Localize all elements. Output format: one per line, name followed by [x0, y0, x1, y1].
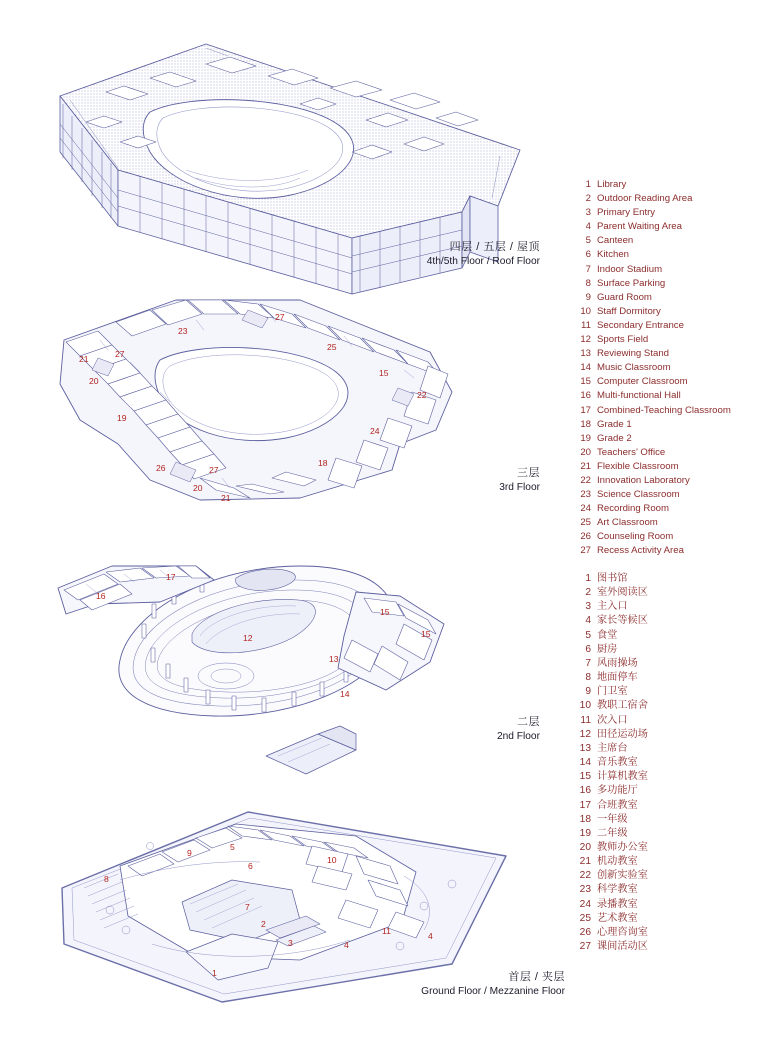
legend-zh-item-label: 二年级	[597, 827, 628, 839]
legend-zh-item-label: 图书馆	[597, 573, 628, 584]
legend-en-item	[575, 263, 775, 277]
caption-second-floor	[497, 715, 540, 744]
legend-zh-item-label: 教职工宿舍	[597, 700, 648, 712]
legend-en-item	[575, 178, 775, 192]
legend-en-item-number: 14	[580, 362, 591, 374]
plan-marker: 22	[417, 390, 427, 400]
legend-en-item-number: 19	[580, 432, 591, 444]
legend-en-item-label: Canteen	[597, 235, 634, 247]
plan-marker: 25	[327, 342, 337, 352]
legend-en-item-number: 11	[581, 319, 591, 331]
legend-en-item	[575, 305, 775, 319]
plan-marker: 21	[79, 354, 89, 364]
legend-zh-item	[575, 869, 775, 883]
legend-zh-item-number: 16	[579, 785, 591, 797]
legend-zh-item-number: 21	[579, 856, 591, 868]
legend-en-item-label: Kitchen	[597, 249, 629, 261]
plan-marker: 18	[318, 458, 328, 468]
legend-en-item-label: Combined-Teaching Classroom	[597, 404, 731, 416]
plan-marker: 11	[382, 926, 391, 936]
plan-marker: 1	[212, 968, 217, 978]
legend-english	[575, 178, 775, 559]
legend-zh-item-number: 12	[579, 728, 591, 740]
legend-zh-item	[575, 756, 775, 770]
legend-zh-item-label: 录播教室	[597, 898, 638, 910]
legend-en-item-number: 10	[580, 305, 591, 317]
legend-zh-item	[575, 898, 775, 912]
caption-roof-en: 4th/5th Floor / Roof Floor	[426, 255, 540, 267]
legend-en-item-number: 18	[580, 418, 591, 430]
legend-zh-item-number: 20	[579, 841, 591, 853]
legend-zh-item-label: 食堂	[597, 629, 618, 641]
legend-en-item-number: 1	[585, 179, 591, 190]
plan-marker: 20	[193, 483, 203, 493]
plan-marker: 21	[221, 493, 231, 503]
legend-zh-item-number: 15	[579, 771, 591, 783]
legend-en-item-number: 20	[580, 446, 591, 458]
legend-zh-item	[575, 742, 775, 756]
legend-en-item	[575, 418, 775, 432]
plan-marker: 2	[261, 919, 266, 929]
legend-zh-item	[575, 699, 775, 713]
legend-en-item-label: Surface Parking	[597, 277, 666, 289]
legend-chinese	[575, 572, 775, 954]
legend-en-item-number: 6	[585, 249, 591, 261]
legend-zh-item	[575, 926, 775, 940]
legend-zh-item	[575, 643, 775, 657]
caption-third-floor	[499, 466, 540, 495]
legend-zh-item-number: 22	[579, 870, 591, 882]
legend-zh-item-label: 机动教室	[597, 856, 638, 868]
caption-second-zh: 二层	[517, 716, 540, 728]
legend-en-item-number: 7	[585, 263, 591, 275]
plan-marker: 20	[89, 376, 99, 386]
legend-en-item-number: 5	[585, 235, 591, 247]
legend-zh-item	[575, 600, 775, 614]
legend-zh-item-number: 24	[579, 898, 591, 910]
legend-zh-item-label: 田径运动场	[597, 728, 648, 740]
plan-marker: 27	[115, 349, 125, 359]
legend-en-item	[575, 516, 775, 530]
caption-third-zh: 三层	[517, 467, 540, 479]
caption-ground-en: Ground Floor / Mezzanine Floor	[421, 985, 565, 997]
legend-en-item	[575, 375, 775, 389]
legend-zh-item	[575, 841, 775, 855]
legend-en-item-number: 13	[580, 348, 591, 360]
plan-marker: 6	[248, 861, 253, 871]
legend-zh-item-number: 11	[580, 714, 591, 726]
plan-marker: 4	[428, 931, 433, 941]
plan-marker: 15	[379, 368, 389, 378]
plan-marker: 24	[370, 426, 380, 436]
caption-ground-floor	[421, 970, 565, 999]
legend-en-item-label: Secondary Entrance	[597, 319, 684, 331]
plan-marker: 16	[96, 591, 106, 601]
legend-zh-item-label: 厨房	[597, 643, 618, 655]
legend-zh-item-label: 合班教室	[597, 799, 638, 811]
legend-zh-item-number: 4	[585, 615, 591, 627]
legend-en-item	[575, 291, 775, 305]
legend-zh-item-number: 13	[579, 742, 591, 754]
legend-zh-item	[575, 784, 775, 798]
legend-en-item-label: Flexible Classroom	[597, 460, 679, 472]
legend-zh-item	[575, 728, 775, 742]
legend-en-item	[575, 432, 775, 446]
caption-ground-zh: 首层 / 夹层	[508, 971, 565, 983]
legend-en-item-number: 15	[580, 376, 591, 388]
legend-zh-item-number: 25	[579, 912, 591, 924]
legend-zh-item	[575, 855, 775, 869]
legend-zh-item	[575, 614, 775, 628]
legend-en-item-number: 22	[580, 474, 591, 486]
legend-zh-item	[575, 813, 775, 827]
plan-marker: 10	[327, 855, 337, 865]
legend-zh-item-label: 艺术教室	[597, 912, 638, 924]
legend-en-item-number: 24	[580, 503, 591, 515]
plan-marker: 13	[329, 654, 339, 664]
plan-marker: 7	[245, 902, 250, 912]
legend-zh-item-number: 7	[585, 657, 591, 669]
legend-zh-item-label: 室外阅读区	[597, 587, 648, 599]
legend-zh-item-number: 17	[579, 799, 591, 811]
legend-en-item-label: Teachers’ Office	[597, 446, 666, 458]
legend-zh-item	[575, 586, 775, 600]
legend-en-item-label: Primary Entry	[597, 207, 656, 219]
legend-zh-item	[575, 629, 775, 643]
legend-en-item-number: 23	[580, 489, 591, 501]
legend-en-item	[575, 319, 775, 333]
legend-en-item-number: 16	[580, 390, 591, 402]
legend-en-item-label: Parent Waiting Area	[597, 221, 682, 233]
legend-en-item	[575, 192, 775, 206]
legend-zh-item	[575, 883, 775, 897]
legend-en-item-label: Library	[597, 179, 627, 190]
plan-marker: 4	[344, 940, 349, 950]
legend-en-item-number: 21	[580, 460, 591, 472]
legend-en-item-label: Staff Dormitory	[597, 305, 661, 317]
legend-zh-item	[575, 685, 775, 699]
legend-zh-item-label: 主席台	[597, 742, 628, 754]
legend-en-item	[575, 502, 775, 516]
legend-en-item	[575, 488, 775, 502]
legend-zh-item-label: 次入口	[597, 714, 628, 726]
legend-zh-item-number: 1	[585, 573, 591, 584]
legend-en-item-number: 17	[580, 404, 591, 416]
legend-en-item	[575, 277, 775, 291]
legend-en-item-label: Guard Room	[597, 291, 652, 303]
legend-en-item	[575, 460, 775, 474]
legend-en-item-number: 4	[585, 221, 591, 233]
legend-zh-item-label: 家长等候区	[597, 615, 648, 627]
legend-zh-item-number: 10	[579, 700, 591, 712]
legend-zh-item	[575, 671, 775, 685]
legend-zh-item-label: 地面停车	[597, 672, 638, 684]
legend-zh-item	[575, 799, 775, 813]
legend-zh-item	[575, 912, 775, 926]
legend-zh-item-label: 教师办公室	[597, 841, 648, 853]
legend-en-item-number: 27	[580, 545, 591, 557]
legend-en-item-number: 9	[585, 291, 591, 303]
legend-en-item	[575, 530, 775, 544]
legend-zh-item-label: 科学教室	[597, 884, 638, 896]
legend-en-item-label: Music Classroom	[597, 362, 671, 374]
legend-zh-item-number: 23	[579, 884, 591, 896]
legend-en-item	[575, 544, 775, 558]
legend-zh-item	[575, 657, 775, 671]
legend-en-item-number: 12	[580, 334, 591, 346]
legend-zh-item	[575, 770, 775, 784]
caption-roof-zh: 四层 / 五层 / 屋顶	[449, 241, 540, 253]
legend-zh-item	[575, 714, 775, 728]
legend-zh-item-label: 一年级	[597, 813, 628, 825]
legend-zh-item-number: 3	[585, 601, 591, 613]
legend-zh-item-number: 5	[585, 629, 591, 641]
legend-zh-item	[575, 940, 775, 954]
plan-marker: 15	[380, 607, 390, 617]
legend-en-item-number: 3	[585, 207, 591, 219]
legend-zh-item-label: 风雨操场	[597, 657, 638, 669]
legend-en-item-label: Grade 1	[597, 418, 632, 430]
legend-en-item	[575, 389, 775, 403]
legend-en-item-number: 25	[580, 517, 591, 529]
plan-marker: 15	[421, 629, 431, 639]
plan-marker: 12	[243, 633, 253, 643]
legend-en-item-label: Indoor Stadium	[597, 263, 663, 275]
plan-marker: 27	[275, 312, 285, 322]
plan-marker: 3	[288, 938, 293, 948]
legend-en-item-label: Recording Room	[597, 503, 669, 515]
legend-en-item-label: Computer Classroom	[597, 376, 688, 388]
legend-en-item-label: Innovation Laboratory	[597, 474, 690, 486]
legend-en-item-label: Science Classroom	[597, 489, 680, 501]
legend-en-item-label: Outdoor Reading Area	[597, 193, 693, 205]
legend-en-item	[575, 347, 775, 361]
plan-marker: 26	[156, 463, 166, 473]
legend-zh-item-number: 19	[579, 827, 591, 839]
plan-marker: 19	[117, 413, 127, 423]
plan-marker: 14	[340, 689, 350, 699]
legend-zh-item-number: 18	[579, 813, 591, 825]
legend-en-item-number: 8	[585, 277, 591, 289]
legend-zh-item-number: 14	[579, 757, 591, 769]
legend-zh-item-number: 8	[585, 672, 591, 684]
legend-zh-item-number: 6	[585, 643, 591, 655]
legend-en-item	[575, 248, 775, 262]
legend-en-item-label: Counseling Room	[597, 531, 674, 543]
legend-zh-item-label: 门卫室	[597, 686, 628, 698]
legend-en-item	[575, 234, 775, 248]
legend-zh-item-label: 音乐教室	[597, 757, 638, 769]
legend-en-item-label: Art Classroom	[597, 517, 658, 529]
legend-en-item-label: Reviewing Stand	[597, 348, 669, 360]
legend-zh-item-label: 主入口	[597, 601, 628, 613]
legend-en-item-label: Multi-functional Hall	[597, 390, 681, 402]
legend-en-item	[575, 404, 775, 418]
plan-marker: 9	[187, 848, 192, 858]
legend-en-item-label: Sports Field	[597, 334, 649, 346]
legend-en-item-number: 2	[585, 193, 591, 205]
legend-zh-item-label: 课间活动区	[597, 941, 648, 953]
legend-zh-item-label: 多功能厅	[597, 785, 638, 797]
legend-en-item-number: 26	[580, 531, 591, 543]
caption-second-en: 2nd Floor	[496, 730, 540, 742]
third-floor-drawing	[60, 300, 452, 500]
legend-zh-item-label: 心理咨询室	[597, 926, 648, 938]
plan-marker: 5	[230, 842, 235, 852]
legend-zh-item-label: 创新实验室	[597, 870, 648, 882]
legend-zh-item	[575, 572, 775, 586]
legend-en-item	[575, 474, 775, 488]
legend-zh-item-number: 9	[585, 686, 591, 698]
plan-marker: 27	[209, 465, 219, 475]
legend-zh-item-number: 2	[585, 587, 591, 599]
caption-roof-floor	[427, 240, 540, 269]
legend-en-item	[575, 333, 775, 347]
legend-en-item-label: Grade 2	[597, 432, 632, 444]
legend-en-item	[575, 220, 775, 234]
legend-zh-item-label: 计算机教室	[597, 771, 648, 783]
plan-marker: 8	[104, 874, 109, 884]
legend-zh-item-number: 27	[579, 941, 591, 953]
second-floor-drawing	[58, 566, 444, 774]
plan-marker: 23	[178, 326, 188, 336]
legend-en-item	[575, 206, 775, 220]
plan-marker: 17	[166, 572, 176, 582]
legend-en-item	[575, 361, 775, 375]
legend-zh-item-number: 26	[579, 926, 591, 938]
legend-zh-item	[575, 827, 775, 841]
caption-third-en: 3rd Floor	[499, 481, 540, 493]
legend-en-item-label: Recess Activity Area	[597, 545, 684, 557]
legend-en-item	[575, 446, 775, 460]
